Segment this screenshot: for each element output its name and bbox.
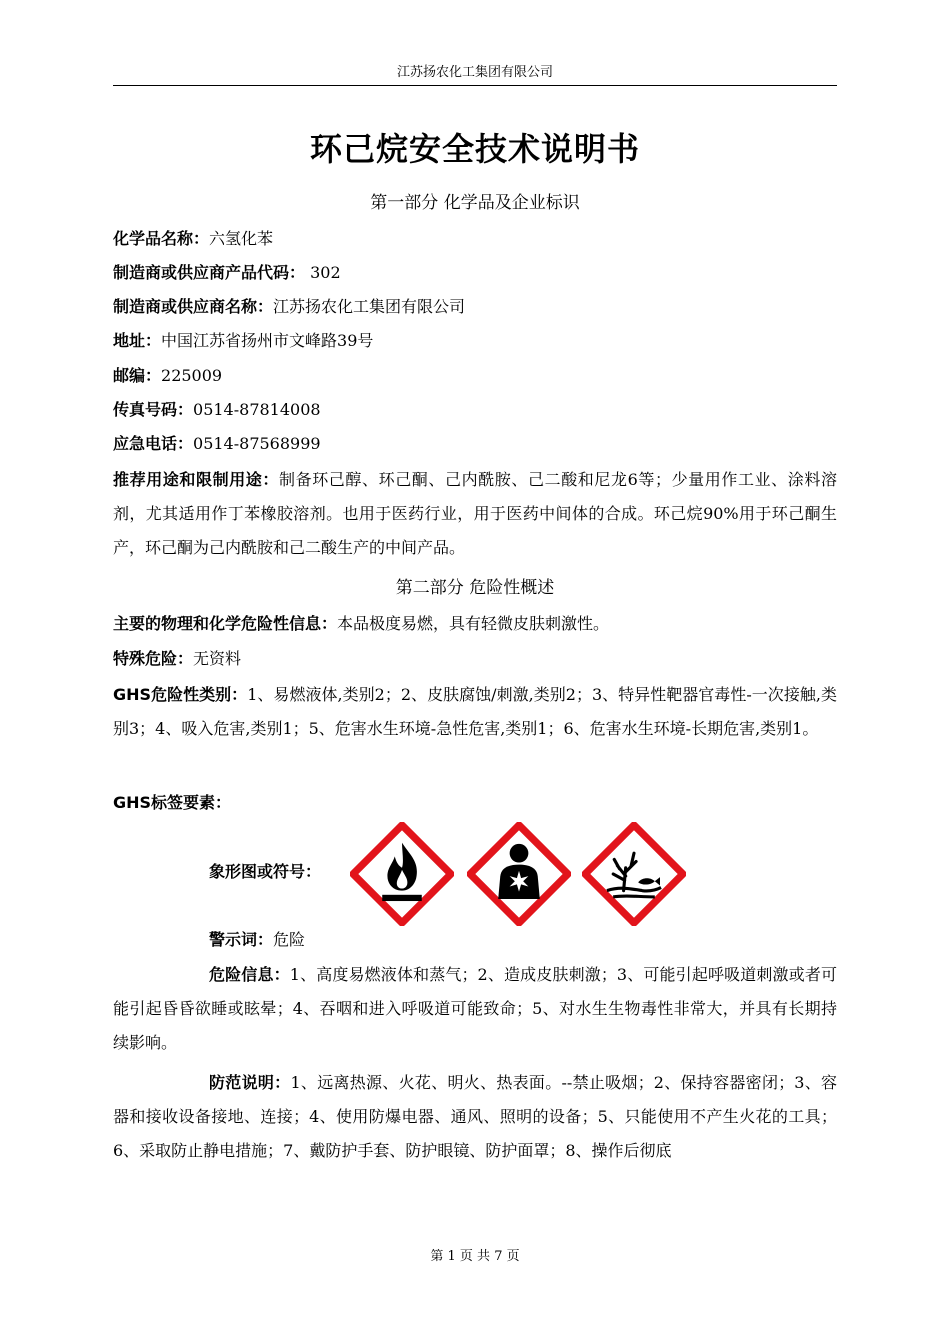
health-hazard-pictogram-icon: [467, 822, 571, 926]
field-value: 中国江苏省扬州市文峰路39号: [161, 331, 374, 350]
hazard-main-info: [113, 612, 837, 636]
field-product-code: [113, 261, 837, 285]
pictogram-label: 象形图或符号：: [209, 862, 322, 881]
field-value: 0514-87568999: [193, 434, 321, 453]
field-label: 传真号码：: [113, 400, 194, 419]
field-value: 1、易燃液体,类别2；2、皮肤腐蚀/刺激,类别2；3、特异性靶器官毒性-一次接触,类别3；4、吸入危害,类别1；5、危害水生环境-急性危害,类别1；6、危害水生环境-长期危害,类别1。: [113, 685, 837, 738]
section-2-title: 第二部分 危险性概述: [395, 578, 555, 598]
document-title: 环己烷安全技术说明书: [309, 130, 640, 168]
field-label: 主要的物理和化学危险性信息：: [113, 614, 338, 633]
field-value: 225009: [161, 366, 223, 385]
field-postcode: [113, 364, 837, 388]
environment-pictogram-icon: [582, 822, 686, 926]
field-emergency-phone: [113, 432, 837, 456]
field-label: 应急电话：: [113, 434, 194, 453]
ghs-label-elements: [113, 791, 837, 815]
field-manufacturer: [113, 295, 837, 319]
field-value: 六氢化苯: [209, 229, 274, 248]
signal-word: [209, 928, 305, 952]
field-address: [113, 329, 837, 353]
field-label: 警示词：: [209, 930, 274, 949]
field-usage: [113, 463, 837, 565]
field-value: 1、远离热源、火花、明火、热表面。--禁止吸烟；2、保持容器密闭；3、容器和接收设备接地、连接；4、使用防爆电器、通风、照明的设备；5、只能使用不产生火花的工具；6、采取防止静电措施；7、戴防护手套、防护眼镜、防护面罩；8、操作后彻底: [113, 1073, 837, 1160]
field-fax: [113, 398, 837, 422]
section-1-title: 第一部分 化学品及企业标识: [370, 193, 580, 213]
field-value: 本品极度易燃，具有轻微皮肤刺激性。: [337, 614, 610, 633]
hazard-special: [113, 647, 837, 671]
field-label: 特殊危险：: [113, 649, 194, 668]
field-label: 防范说明：: [209, 1073, 291, 1092]
precautionary-statements: [113, 1066, 837, 1168]
field-label: 制造商或供应商产品代码：: [113, 263, 306, 282]
page-header: 江苏扬农化工集团有限公司: [396, 65, 553, 80]
header-divider: [113, 85, 837, 86]
field-label: GHS危险性类别：: [113, 685, 248, 704]
field-chemical-name: [113, 227, 837, 251]
field-value: 危险: [273, 930, 306, 949]
field-value: 302: [305, 263, 341, 282]
page-footer: 第 1 页 共 7 页: [430, 1249, 520, 1264]
field-label: 危险信息：: [209, 965, 290, 984]
field-label: 推荐用途和限制用途：: [113, 470, 279, 489]
field-label: 制造商或供应商名称：: [113, 297, 274, 316]
flame-pictogram-icon: [350, 822, 454, 926]
field-value: 1、高度易燃液体和蒸气；2、造成皮肤刺激；3、可能引起呼吸道刺激或者可能引起昏昏欲睡或眩晕；4、吞咽和进入呼吸道可能致命；5、对水生生物毒性非常大，并具有长期持续影响。: [113, 965, 837, 1052]
field-label: GHS标签要素：: [113, 793, 232, 812]
field-value: 制备环己醇、环己酮、己内酰胺、己二酸和尼龙6等；少量用作工业、涂料溶剂，尤其适用作丁苯橡胶溶剂。也用于医药行业，用于医药中间体的合成。环己烷90%用于环己酮生产，环己酮为己内酰胺和己二酸生产的中间产品。: [113, 470, 837, 557]
field-label: 化学品名称：: [113, 229, 210, 248]
hazard-statements: [113, 958, 837, 1060]
field-value: 江苏扬农化工集团有限公司: [273, 297, 466, 316]
hazard-ghs-class: [113, 678, 837, 746]
field-value: 0514-87814008: [193, 400, 321, 419]
field-label: 邮编：: [113, 366, 162, 385]
field-label: 地址：: [113, 331, 162, 350]
field-value: 无资料: [193, 649, 242, 668]
